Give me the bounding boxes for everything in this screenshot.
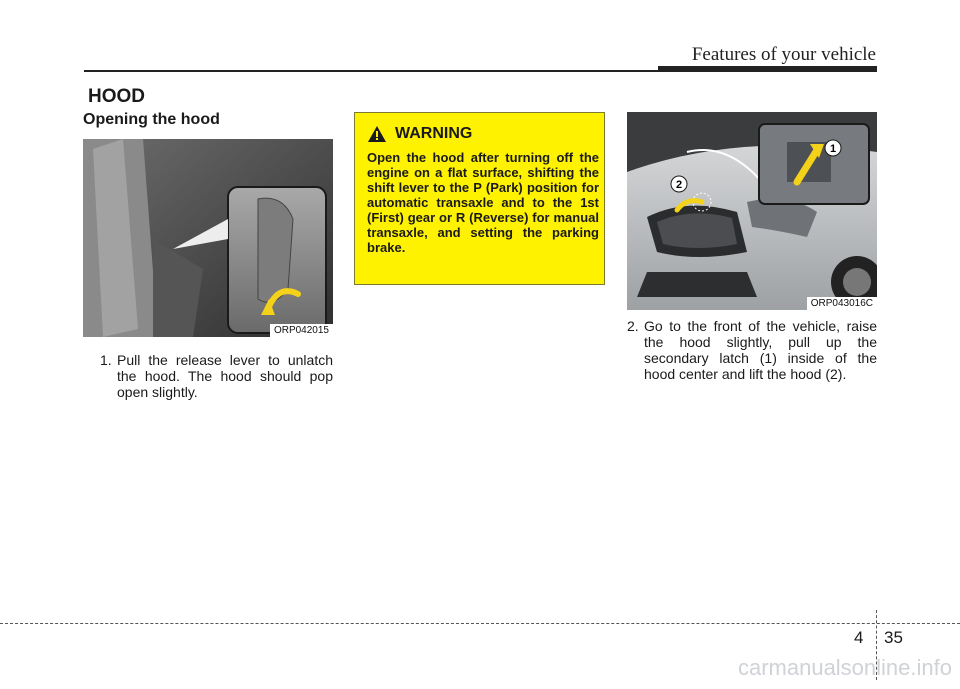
page-chapter: 4 [854, 628, 864, 647]
warning-box [354, 112, 605, 285]
warning-text: Open the hood after turning off the engine on a flat surface, shifting the shift lever to the P (Park) position for automatic transaxle and to the 1st (First) gear or R (Reverse) for manual transaxle, and setting the parking brake. [367, 150, 599, 255]
subsection-title: Opening the hood [83, 111, 220, 128]
warning-title: WARNING [395, 125, 473, 142]
callout-2: 2 [675, 179, 683, 191]
figure-label-right: ORP043016C [807, 297, 877, 310]
step-number: 1. [100, 352, 112, 368]
hood-latch-photo [627, 112, 877, 310]
step-text: Pull the release lever to unlatch the hood. The hood should pop open slightly. [117, 352, 333, 400]
footer-dashed-rule [0, 623, 960, 624]
step-number: 2. [627, 318, 639, 334]
header-rule-thick [658, 66, 877, 72]
header-title: Features of your vehicle [691, 44, 876, 65]
hood-release-photo [83, 139, 333, 337]
figure-label-left: ORP042015 [270, 324, 333, 337]
page-number: 35 [884, 628, 903, 647]
section-title: HOOD [88, 86, 145, 107]
step-text: Go to the front of the vehicle, raise the hood slightly, pull up the secondary latch (1) inside of the hood center and lift the hood (2). [644, 318, 877, 382]
callout-1: 1 [829, 143, 837, 155]
watermark: carmanualsonline.info [737, 655, 952, 680]
step-2 [627, 318, 877, 382]
warning-triangle-icon [367, 125, 387, 143]
step-1 [100, 352, 333, 400]
